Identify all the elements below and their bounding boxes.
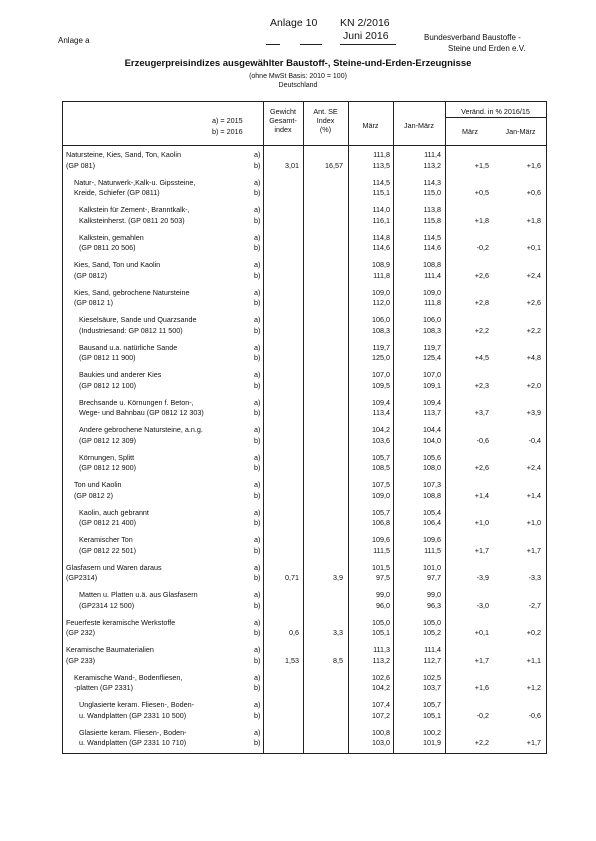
row-label-line1: Keramischer Ton	[79, 535, 133, 544]
veraend-header: Veränd. in % 2016/15	[461, 107, 530, 116]
row-label-line2: u. Wandplatten (GP 2331 10 710)	[79, 738, 187, 747]
row-2016-jan-maerz: 114,6	[423, 243, 441, 252]
row-2015-jan-maerz: 111,4	[424, 150, 441, 159]
row-2016-jan-maerz: 115,0	[423, 188, 441, 197]
row-label-line1: Kalkstein für Zement-, Branntkalk-,	[79, 205, 190, 214]
row-veraend-maerz: -0,2	[476, 710, 489, 720]
row-veraend-jan-maerz: +1,4	[526, 490, 541, 500]
row-label-line1: Glasfasern und Waren daraus	[66, 562, 162, 572]
row-label-line2: Kalksteinherst. (GP 0811 20 503)	[79, 215, 185, 225]
row-veraend-maerz: +1,5	[474, 160, 489, 170]
anlage-10-label: Anlage 10	[270, 17, 318, 29]
row-veraend-maerz: +2,8	[474, 298, 489, 307]
row-gewicht: 3,01	[285, 160, 299, 170]
row-gewicht: 1,53	[285, 655, 299, 665]
row-2016-jan-maerz: 115,8	[423, 215, 441, 225]
gewicht-header-3: index	[274, 125, 292, 134]
row-2015-maerz: 105,7	[372, 507, 390, 517]
row-label-line2: (GP 0812 21 400)	[79, 518, 137, 527]
table-header-bottom	[62, 145, 546, 146]
row-2016-jan-maerz: 104,0	[423, 435, 441, 445]
row-2015-maerz: 104,2	[372, 425, 390, 434]
row-2015-maerz: 108,9	[372, 260, 390, 269]
row-marker-a: a)	[254, 260, 261, 269]
row-2016-jan-maerz: 111,4	[424, 270, 441, 280]
row-veraend-jan-maerz: -0,6	[528, 710, 541, 720]
row-2015-jan-maerz: 114,3	[423, 177, 441, 187]
row-veraend-maerz: +2,2	[474, 325, 489, 335]
row-2016-maerz: 115,1	[372, 188, 390, 197]
gewicht-header-2: Gesamt-	[269, 116, 297, 125]
row-label-line2: (GP 0812 1)	[74, 298, 114, 307]
row-marker-a: a)	[254, 425, 261, 434]
row-marker-b: b)	[254, 298, 261, 307]
row-2016-jan-maerz: 113,7	[423, 408, 441, 417]
row-marker-b: b)	[254, 435, 261, 445]
row-marker-b: b)	[254, 518, 261, 527]
row-label-line2: (GP 233)	[66, 655, 96, 665]
v-jan-maerz-header: Jan-März	[505, 127, 536, 136]
row-2015-maerz: 109,4	[372, 397, 390, 407]
row-label-line2: (GP 0811 20 506)	[79, 243, 136, 252]
row-label-line1: Kaolin, auch gebrannt	[79, 507, 149, 517]
row-2016-maerz: 112,0	[372, 298, 390, 307]
row-2015-jan-maerz: 102,5	[423, 672, 441, 682]
row-2015-jan-maerz: 114,5	[423, 232, 441, 242]
row-2015-jan-maerz: 113,8	[423, 205, 441, 214]
row-2016-maerz: 108,3	[372, 325, 390, 335]
jan-maerz-header: Jan-März	[404, 121, 434, 130]
row-2016-maerz: 108,5	[372, 463, 390, 472]
col-divider-veraend	[445, 101, 446, 753]
anteil-header-2: Index	[316, 116, 335, 125]
row-label-line1: Matten u. Platten u.ä. aus Glasfasern	[79, 590, 198, 599]
row-label-line1: Kies, Sand, Ton und Kaolin	[74, 260, 161, 269]
row-2016-maerz: 113,2	[372, 655, 390, 665]
row-marker-b: b)	[254, 573, 261, 582]
row-marker-a: a)	[254, 617, 261, 627]
row-marker-b: b)	[254, 628, 261, 637]
row-veraend-maerz: +1,7	[474, 545, 489, 555]
row-2015-maerz: 109,6	[372, 535, 390, 544]
row-veraend-jan-maerz: +1,7	[526, 738, 541, 747]
v-maerz-header: März	[462, 127, 478, 136]
row-marker-b: b)	[254, 683, 261, 692]
row-2016-maerz: 111,8	[373, 270, 390, 280]
row-marker-a: a)	[254, 287, 261, 297]
col-divider-gewicht	[263, 101, 264, 753]
row-2016-jan-maerz: 112,7	[423, 655, 441, 665]
row-2016-jan-maerz: 109,1	[423, 380, 441, 390]
row-2015-maerz: 101,5	[372, 562, 390, 572]
row-veraend-jan-maerz: +0,2	[526, 628, 541, 637]
row-veraend-jan-maerz: +1,6	[526, 160, 541, 170]
row-label-line2: (GP 081)	[66, 160, 96, 170]
row-2015-maerz: 114,8	[372, 232, 390, 242]
row-marker-a: a)	[254, 535, 261, 544]
org-line1: Bundesverband Baustoffe -	[424, 33, 521, 42]
page-subtitle: (ohne MwSt Basis: 2010 = 100)	[249, 73, 347, 80]
row-veraend-jan-maerz: +0,6	[526, 188, 541, 197]
row-veraend-jan-maerz: +2,0	[526, 380, 541, 390]
row-2015-maerz: 107,0	[372, 370, 390, 379]
row-2016-jan-maerz: 111,5	[424, 545, 441, 555]
row-label-line1: Körnungen, Splitt	[79, 452, 135, 462]
row-2015-jan-maerz: 106,0	[423, 315, 441, 324]
org-line2: Steine und Erden e.V.	[448, 44, 526, 53]
row-label-line2: -platten (GP 2331)	[74, 683, 133, 692]
gewicht-header-1: Gewicht	[270, 107, 296, 116]
row-label-line2: Kreide, Schiefer (GP 0811)	[74, 188, 160, 197]
row-2016-jan-maerz: 97,7	[427, 573, 441, 582]
row-veraend-maerz: +2,2	[474, 738, 489, 747]
row-marker-a: a)	[254, 452, 261, 462]
row-2015-jan-maerz: 109,6	[423, 535, 441, 544]
row-2015-jan-maerz: 101,0	[423, 562, 441, 572]
row-veraend-maerz: -3,0	[476, 600, 489, 610]
row-veraend-maerz: -3,9	[476, 573, 489, 582]
row-gewicht: 0,71	[285, 573, 299, 582]
anteil-header-3: (%)	[319, 125, 332, 134]
row-2015-jan-maerz: 109,4	[423, 397, 441, 407]
row-marker-b: b)	[254, 545, 261, 555]
row-label-line2: (GP 0812 12 100)	[79, 380, 137, 390]
row-veraend-jan-maerz: -3,3	[528, 573, 541, 582]
underline-2	[300, 44, 322, 45]
table-border-left	[62, 101, 63, 753]
row-2015-maerz: 109,0	[372, 287, 390, 297]
legend-a: a) = 2015	[212, 116, 243, 125]
row-veraend-jan-maerz: +1,2	[526, 683, 541, 692]
row-veraend-jan-maerz: -2,7	[528, 600, 541, 610]
row-label-line2: (GP 0812 12 309)	[79, 435, 137, 445]
row-marker-a: a)	[254, 672, 261, 682]
row-2015-jan-maerz: 99,0	[427, 590, 441, 599]
row-marker-b: b)	[254, 710, 261, 720]
row-label-line1: Natursteine, Kies, Sand, Ton, Kaolin	[66, 150, 181, 159]
row-2015-jan-maerz: 105,4	[423, 507, 441, 517]
row-marker-a: a)	[254, 700, 261, 709]
row-marker-b: b)	[254, 243, 261, 252]
row-label-line1: Glasierte keram. Fliesen-, Boden-	[79, 727, 187, 737]
row-veraend-maerz: +1,0	[474, 518, 489, 527]
row-2016-jan-maerz: 105,1	[423, 710, 441, 720]
row-gewicht: 0,6	[289, 628, 299, 637]
row-marker-a: a)	[254, 727, 261, 737]
row-marker-b: b)	[254, 270, 261, 280]
price-index-table	[62, 101, 546, 753]
row-veraend-maerz: +2,3	[474, 380, 489, 390]
row-2015-maerz: 119,7	[372, 342, 390, 352]
row-veraend-jan-maerz: +1,1	[526, 655, 541, 665]
row-2016-jan-maerz: 108,3	[423, 325, 441, 335]
row-label-line2: (GP2314 12 500)	[79, 600, 135, 610]
row-2016-jan-maerz: 108,8	[423, 490, 441, 500]
row-veraend-maerz: +2,6	[474, 463, 489, 472]
row-2016-maerz: 113,4	[372, 408, 390, 417]
row-2016-maerz: 96,0	[376, 600, 390, 610]
row-2016-jan-maerz: 103,7	[423, 683, 441, 692]
row-2016-maerz: 103,0	[372, 738, 390, 747]
row-label-line1: Brechsande u. Körnungen f. Beton-,	[79, 397, 194, 407]
row-2015-jan-maerz: 119,7	[423, 342, 441, 352]
row-2015-maerz: 99,0	[376, 590, 390, 599]
row-marker-b: b)	[254, 215, 261, 225]
row-marker-a: a)	[254, 370, 261, 379]
row-2015-maerz: 107,4	[372, 700, 390, 709]
row-label-line1: Bausand u.a. natürliche Sande	[79, 342, 178, 352]
row-label-line2: (Industriesand: GP 0812 11 500)	[79, 325, 183, 335]
row-2016-jan-maerz: 96,3	[427, 600, 441, 610]
row-veraend-jan-maerz: +2,2	[526, 325, 541, 335]
row-2016-jan-maerz: 125,4	[423, 353, 441, 362]
row-label-line2: (GP 0812)	[74, 270, 108, 280]
row-veraend-maerz: +0,1	[474, 628, 489, 637]
row-2015-jan-maerz: 105,7	[423, 700, 441, 709]
maerz-header: März	[362, 121, 379, 130]
row-label-line1: Kies, Sand, gebrochene Natursteine	[74, 287, 190, 297]
row-label-line1: Baukies und anderer Kies	[79, 370, 162, 379]
row-2016-maerz: 107,2	[372, 710, 390, 720]
row-2015-maerz: 114,0	[372, 205, 390, 214]
row-marker-b: b)	[254, 408, 261, 417]
row-veraend-jan-maerz: -0,4	[528, 435, 541, 445]
underline-1	[266, 44, 280, 45]
row-2015-jan-maerz: 108,8	[423, 260, 441, 269]
row-marker-a: a)	[254, 232, 261, 242]
row-2016-maerz: 97,5	[376, 573, 390, 582]
row-anteil: 3,9	[333, 573, 343, 582]
row-2015-maerz: 106,0	[372, 315, 390, 324]
anlage-a-label: Anlage a	[58, 36, 90, 45]
region-label: Deutschland	[278, 82, 318, 89]
row-marker-b: b)	[254, 353, 261, 362]
table-border-bottom	[62, 753, 546, 754]
row-2016-maerz: 106,8	[372, 518, 390, 527]
row-veraend-maerz: -0,2	[476, 243, 489, 252]
row-2015-jan-maerz: 107,3	[423, 480, 441, 489]
row-veraend-jan-maerz: +0,1	[526, 243, 541, 252]
row-veraend-jan-maerz: +4,8	[526, 353, 541, 362]
row-label-line1: Keramische Baumaterialien	[66, 645, 154, 654]
row-marker-a: a)	[254, 177, 261, 187]
row-marker-a: a)	[254, 645, 261, 654]
row-marker-b: b)	[254, 490, 261, 500]
kn-label: KN 2/2016	[340, 17, 390, 29]
row-2015-jan-maerz: 109,0	[423, 287, 441, 297]
underline-3	[340, 44, 396, 45]
row-marker-b: b)	[254, 600, 261, 610]
row-2015-maerz: 105,0	[372, 617, 390, 627]
row-marker-a: a)	[254, 315, 261, 324]
row-2015-maerz: 107,5	[372, 480, 390, 489]
row-label-line2: (GP 0812 11 900)	[79, 353, 136, 362]
row-2016-jan-maerz: 113,2	[423, 160, 441, 170]
row-marker-a: a)	[254, 480, 261, 489]
row-veraend-maerz: +1,4	[474, 490, 489, 500]
row-veraend-jan-maerz: +2,6	[526, 298, 541, 307]
row-2015-maerz: 111,8	[373, 150, 390, 159]
row-2016-maerz: 114,6	[372, 243, 390, 252]
page-title: Erzeugerpreisindizes ausgewählter Baustoff-, Steine-und-Erden-Erzeugnisse	[124, 58, 472, 69]
row-label-line1: Keramische Wand-, Bodenfliesen,	[74, 672, 183, 682]
row-2016-maerz: 113,5	[372, 160, 390, 170]
row-2016-maerz: 103,6	[372, 435, 390, 445]
row-2015-maerz: 105,7	[372, 452, 390, 462]
row-2016-maerz: 109,5	[372, 380, 390, 390]
row-veraend-maerz: +1,7	[474, 655, 489, 665]
row-label-line2: u. Wandplatten (GP 2331 10 500)	[79, 710, 187, 720]
row-veraend-jan-maerz: +3,9	[526, 408, 541, 417]
row-2015-jan-maerz: 104,4	[423, 425, 441, 434]
row-marker-b: b)	[254, 325, 261, 335]
row-2016-maerz: 104,2	[372, 683, 390, 692]
row-label-line1: Kalkstein, gemahlen	[79, 232, 144, 242]
row-2015-jan-maerz: 105,6	[423, 452, 441, 462]
row-marker-b: b)	[254, 188, 261, 197]
row-label-line2: (GP 0812 2)	[74, 490, 114, 500]
row-label-line1: Unglasierte keram. Fliesen-, Boden-	[79, 700, 195, 709]
row-veraend-jan-maerz: +2,4	[526, 270, 541, 280]
table-border-right	[546, 101, 547, 754]
row-label-line1: Kieselsäure, Sande und Quarzsande	[79, 315, 197, 324]
row-2016-maerz: 105,1	[372, 628, 390, 637]
row-2015-jan-maerz: 100,2	[423, 727, 441, 737]
row-label-line2: (GP 0812 22 501)	[79, 545, 137, 555]
row-veraend-maerz: +2,6	[474, 270, 489, 280]
row-anteil: 8,5	[333, 655, 343, 665]
row-marker-b: b)	[254, 655, 261, 665]
row-2015-maerz: 114,5	[372, 177, 390, 187]
row-marker-b: b)	[254, 738, 261, 747]
row-veraend-maerz: +3,7	[474, 408, 489, 417]
row-label-line1: Feuerfeste keramische Werkstoffe	[66, 617, 176, 627]
row-2016-jan-maerz: 111,8	[424, 298, 441, 307]
row-marker-a: a)	[254, 342, 261, 352]
row-marker-b: b)	[254, 160, 261, 170]
row-veraend-jan-maerz: +1,0	[526, 518, 541, 527]
row-2016-jan-maerz: 105,2	[423, 628, 441, 637]
row-veraend-jan-maerz: +2,4	[526, 463, 541, 472]
row-2016-maerz: 116,1	[372, 215, 390, 225]
row-veraend-maerz: +0,5	[474, 188, 489, 197]
row-2015-maerz: 111,3	[373, 645, 390, 654]
row-veraend-maerz: +1,6	[474, 683, 489, 692]
row-veraend-maerz: -0,6	[476, 435, 489, 445]
veraend-sub-divider	[445, 117, 546, 118]
table-border-top	[62, 101, 546, 102]
legend-b: b) = 2016	[212, 127, 243, 136]
row-2015-jan-maerz: 111,4	[424, 645, 441, 654]
row-veraend-maerz: +1,8	[474, 215, 489, 225]
row-2016-maerz: 109,0	[372, 490, 390, 500]
row-label-line1: Ton und Kaolin	[74, 480, 122, 489]
row-marker-a: a)	[254, 562, 261, 572]
row-veraend-jan-maerz: +1,8	[526, 215, 541, 225]
row-marker-a: a)	[254, 507, 261, 517]
row-2016-jan-maerz: 101,9	[423, 738, 441, 747]
row-anteil: 3,3	[333, 628, 343, 637]
date-label: Juni 2016	[343, 30, 389, 42]
anteil-header-1: Ant. SE	[313, 107, 338, 116]
row-label-line1: Natur-, Naturwerk-,Kalk-u. Gipssteine,	[74, 177, 196, 187]
row-marker-b: b)	[254, 463, 261, 472]
col-divider-anteil	[303, 101, 304, 753]
row-label-line2: (GP2314)	[66, 573, 98, 582]
row-label-line2: (GP 0812 12 900)	[79, 463, 137, 472]
row-marker-a: a)	[254, 590, 261, 599]
row-label-line1: Andere gebrochene Natursteine, a.n.g.	[79, 425, 203, 434]
row-label-line2: Wege- und Bahnbau (GP 0812 12 303)	[79, 408, 204, 417]
row-2016-jan-maerz: 106,4	[423, 518, 441, 527]
row-2015-jan-maerz: 105,0	[423, 617, 441, 627]
row-2016-jan-maerz: 108,0	[423, 463, 441, 472]
row-veraend-jan-maerz: +1,7	[526, 545, 541, 555]
row-2015-jan-maerz: 107,0	[423, 370, 441, 379]
row-2015-maerz: 100,8	[372, 727, 390, 737]
row-label-line2: (GP 232)	[66, 628, 96, 637]
row-veraend-maerz: +4,5	[474, 353, 489, 362]
row-2015-maerz: 102,6	[372, 672, 390, 682]
row-2016-maerz: 125,0	[372, 353, 390, 362]
row-marker-a: a)	[254, 150, 261, 159]
row-marker-a: a)	[254, 205, 261, 214]
row-2016-maerz: 111,5	[373, 545, 390, 555]
row-marker-b: b)	[254, 380, 261, 390]
row-anteil: 16,57	[325, 160, 343, 170]
row-marker-a: a)	[254, 397, 261, 407]
